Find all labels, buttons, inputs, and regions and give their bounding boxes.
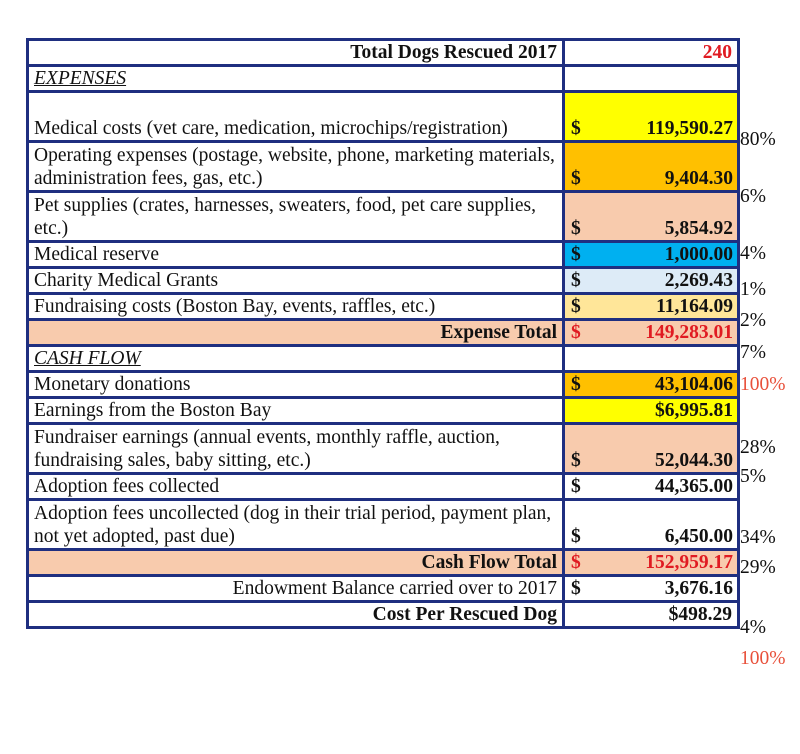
amount-value: 44,365.00: [655, 476, 733, 497]
budget-table: [26, 38, 740, 629]
row-label: Cash Flow Total: [28, 550, 564, 576]
percent-label: 34%: [740, 527, 776, 548]
amount-value: 149,283.01: [645, 322, 733, 343]
table-row: [28, 398, 739, 424]
currency-sign: $: [571, 218, 581, 239]
header-row: [28, 40, 739, 66]
amount-cell: [564, 398, 739, 424]
row-label: Medical costs (vet care, medication, microchips/registration): [28, 92, 564, 142]
table-row: [28, 424, 739, 474]
percent-total-label: 100%: [740, 648, 786, 669]
amount-cell: [564, 294, 739, 320]
percent-total-label: 100%: [740, 374, 786, 395]
currency-sign: $: [571, 168, 581, 189]
amount-cell: [564, 372, 739, 398]
table-row: [28, 242, 739, 268]
expense-total-row: [28, 320, 739, 346]
row-label: Adoption fees collected: [28, 474, 564, 500]
percent-label: 6%: [740, 186, 766, 207]
amount-cell: [564, 576, 739, 602]
currency-sign: $: [571, 578, 581, 599]
amount-value: 152,959.17: [645, 552, 733, 573]
row-label: Endowment Balance carried over to 2017: [28, 576, 564, 602]
percent-label: 28%: [740, 437, 776, 458]
currency-sign: $: [571, 526, 581, 547]
percent-label: 5%: [740, 466, 766, 487]
section-row: [28, 66, 739, 92]
amount-value: 1,000.00: [664, 244, 733, 265]
percent-label: 29%: [740, 557, 776, 578]
amount-value: 3,676.16: [664, 578, 733, 599]
amount-value: $498.29: [564, 602, 739, 628]
amount-value: 5,854.92: [664, 218, 733, 239]
amount-value: 2,269.43: [664, 270, 733, 291]
amount-value: 119,590.27: [646, 118, 733, 139]
amount-cell: [564, 550, 739, 576]
table-row: [28, 372, 739, 398]
amount-cell: [564, 268, 739, 294]
empty-cell: [564, 346, 739, 372]
table-row: [28, 474, 739, 500]
currency-sign: $: [571, 244, 581, 265]
cost-per-dog-row: [28, 602, 739, 628]
expenses-section-title: EXPENSES: [28, 66, 564, 92]
table-row: [28, 500, 739, 550]
row-label: Adoption fees uncollected (dog in their trial period, payment plan, not yet adopted, past due): [28, 500, 564, 550]
row-label: Earnings from the Boston Bay: [28, 398, 564, 424]
table-row: [28, 192, 739, 242]
row-label: Expense Total: [28, 320, 564, 346]
amount-value: 11,164.09: [656, 296, 733, 317]
amount-cell: [564, 320, 739, 346]
row-label: Fundraiser earnings (annual events, monthly raffle, auction, fundraising sales, baby sitting, etc.): [28, 424, 564, 474]
row-label: Cost Per Rescued Dog: [28, 602, 564, 628]
row-label: Charity Medical Grants: [28, 268, 564, 294]
header-label: Total Dogs Rescued 2017: [28, 40, 564, 66]
currency-sign: $: [571, 270, 581, 291]
amount-cell: [564, 424, 739, 474]
percent-label: 80%: [740, 129, 776, 150]
amount-cell: [564, 474, 739, 500]
amount-value: 6,450.00: [664, 526, 733, 547]
amount-cell: [564, 142, 739, 192]
row-label: Monetary donations: [28, 372, 564, 398]
percent-label: 1%: [740, 279, 766, 300]
percent-label: 4%: [740, 617, 766, 638]
endowment-row: [28, 576, 739, 602]
percent-label: 7%: [740, 342, 766, 363]
currency-sign: $: [571, 374, 581, 395]
table-row: [28, 142, 739, 192]
amount-cell: [564, 500, 739, 550]
amount-value: 52,044.30: [655, 450, 733, 471]
currency-sign: $: [571, 322, 581, 343]
row-label: Medical reserve: [28, 242, 564, 268]
header-value: 240: [564, 40, 739, 66]
amount-value: $6,995.81: [655, 400, 733, 421]
currency-sign: $: [571, 296, 581, 317]
currency-sign: $: [571, 118, 581, 139]
row-label: Operating expenses (postage, website, phone, marketing materials, administration fees, gas, etc.): [28, 142, 564, 192]
amount-cell: [564, 242, 739, 268]
amount-value: 43,104.06: [655, 374, 733, 395]
percent-label: 4%: [740, 243, 766, 264]
section-row: [28, 346, 739, 372]
amount-cell: [564, 92, 739, 142]
row-label: Fundraising costs (Boston Bay, events, raffles, etc.): [28, 294, 564, 320]
percent-label: 2%: [740, 310, 766, 331]
currency-sign: $: [571, 450, 581, 471]
cash-flow-section-title: CASH FLOW: [28, 346, 564, 372]
currency-sign: $: [571, 476, 581, 497]
cash-flow-total-row: [28, 550, 739, 576]
empty-cell: [564, 66, 739, 92]
currency-sign: $: [571, 552, 581, 573]
row-label: Pet supplies (crates, harnesses, sweaters, food, pet care supplies, etc.): [28, 192, 564, 242]
table-row: [28, 268, 739, 294]
table-row: [28, 92, 739, 142]
table-row: [28, 294, 739, 320]
amount-value: 9,404.30: [664, 168, 733, 189]
amount-cell: [564, 192, 739, 242]
